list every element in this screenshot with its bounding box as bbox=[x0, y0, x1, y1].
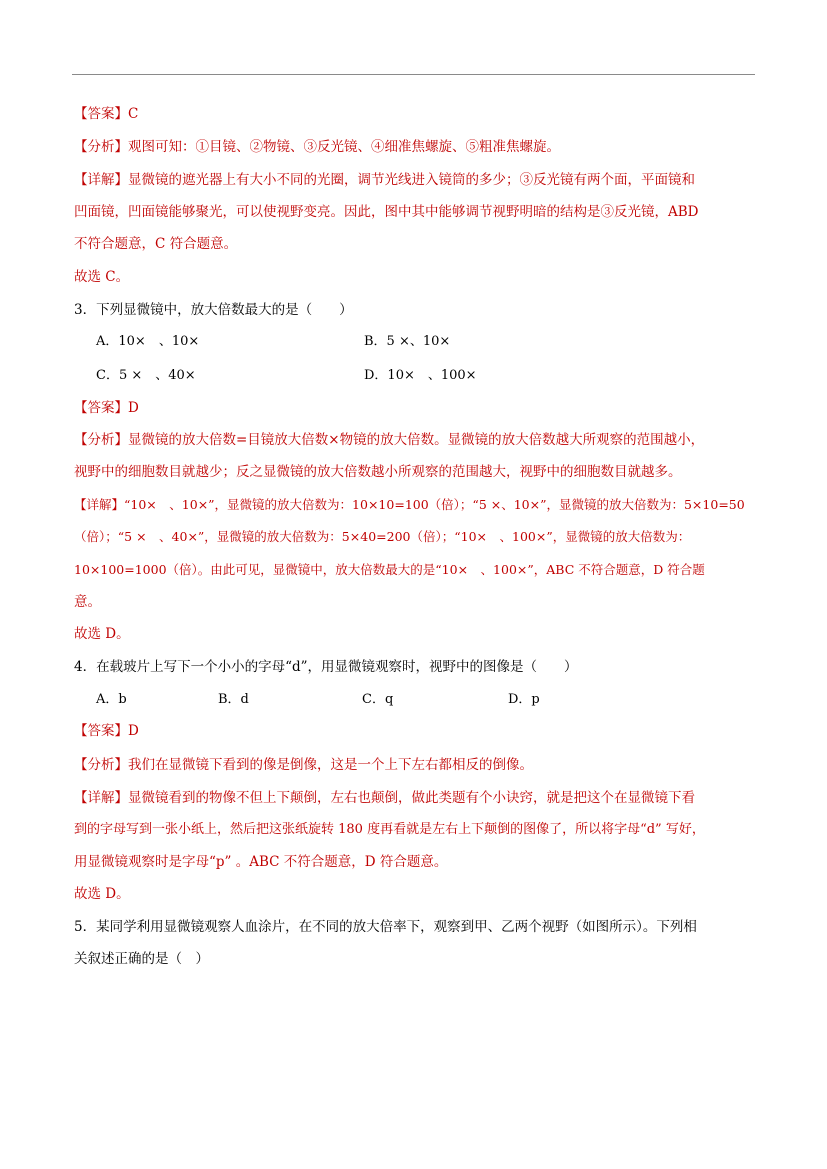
q3-stem: 3．下列显微镜中，放大倍数最大的是（ ） bbox=[74, 302, 353, 318]
q3-analysis-line-1: 【分析】显微镜的放大倍数=目镜放大倍数×物镜的放大倍数。显微镜的放大倍数越大所观察的范围越小， bbox=[74, 432, 705, 448]
q3-detail-line-1: 【详解】“10× 、10×”，显微镜的放大倍数为：10×10=100（倍）；“5 ×、10×”，显微镜的放大倍数为：5×10=50 bbox=[74, 497, 745, 512]
header-rule bbox=[72, 74, 755, 75]
q4-option-b: B．d bbox=[218, 692, 249, 707]
q2-conclusion: 故选 C。 bbox=[74, 269, 130, 285]
q4-option-d: D．p bbox=[508, 692, 540, 707]
q3-detail-line-4: 意。 bbox=[74, 594, 101, 610]
q4-detail-line-3: 用显微镜观察时是字母“p” 。ABC 不符合题意，D 符合题意。 bbox=[74, 854, 448, 870]
q2-detail-line-3: 不符合题意，C 符合题意。 bbox=[74, 236, 238, 252]
q4-answer: 【答案】D bbox=[74, 723, 139, 739]
q2-analysis: 【分析】观图可知：①目镜、②物镜、③反光镜、④细准焦螺旋、⑤粗准焦螺旋。 bbox=[74, 139, 560, 155]
q4-stem: 4．在载玻片上写下一个小小的字母“d”，用显微镜观察时，视野中的图像是（ ） bbox=[74, 659, 578, 675]
q3-answer: 【答案】D bbox=[74, 400, 139, 416]
q4-conclusion: 故选 D。 bbox=[74, 886, 130, 902]
q3-option-a: A．10× 、10× bbox=[96, 334, 200, 349]
q4-analysis: 【分析】我们在显微镜下看到的像是倒像，这是一个上下左右都相反的倒像。 bbox=[74, 757, 533, 773]
q2-detail-line-2: 凹面镜，凹面镜能够聚光，可以使视野变亮。因此，图中其中能够调节视野明暗的结构是③反光镜，ABD bbox=[74, 204, 699, 220]
q5-stem-line-2: 关叙述正确的是（ ） bbox=[74, 951, 209, 967]
q3-detail-line-3: 10×100=1000（倍）。由此可见，显微镜中，放大倍数最大的是“10× 、100×”，ABC 不符合题意，D 符合题 bbox=[74, 562, 705, 577]
q3-analysis-line-2: 视野中的细胞数目就越少；反之显微镜的放大倍数越小所观察的范围越大，视野中的细胞数目就越多。 bbox=[74, 464, 682, 480]
q4-option-a: A．b bbox=[96, 692, 127, 707]
q3-detail-line-2: （倍）；“5 × 、40×”，显微镜的放大倍数为：5×40=200（倍）；“10× 、100×”，显微镜的放大倍数为： bbox=[74, 529, 691, 544]
q4-detail-line-2: 到的字母写到一张小纸上，然后把这张纸旋转 180 度再看就是左右上下颠倒的图像了，所以将字母“d” 写好， bbox=[74, 822, 705, 837]
q2-answer: 【答案】C bbox=[74, 106, 139, 122]
q3-option-b: B．5 ×、10× bbox=[364, 334, 451, 349]
q2-detail-line-1: 【详解】显微镜的遮光器上有大小不同的光圈，调节光线进入镜筒的多少；③反光镜有两个面，平面镜和 bbox=[74, 172, 695, 188]
q5-stem-line-1: 5．某同学利用显微镜观察人血涂片，在不同的放大倍率下，观察到甲、乙两个视野（如图所示）。下列相 bbox=[74, 919, 697, 935]
q4-option-c: C．q bbox=[362, 692, 394, 707]
q4-detail-line-1: 【详解】显微镜看到的物像不但上下颠倒，左右也颠倒，做此类题有个小诀窍，就是把这个在显微镜下看 bbox=[74, 790, 695, 806]
q3-option-d: D．10× 、100× bbox=[364, 368, 477, 383]
q3-conclusion: 故选 D。 bbox=[74, 626, 130, 642]
q3-option-c: C．5 × 、40× bbox=[96, 368, 196, 383]
